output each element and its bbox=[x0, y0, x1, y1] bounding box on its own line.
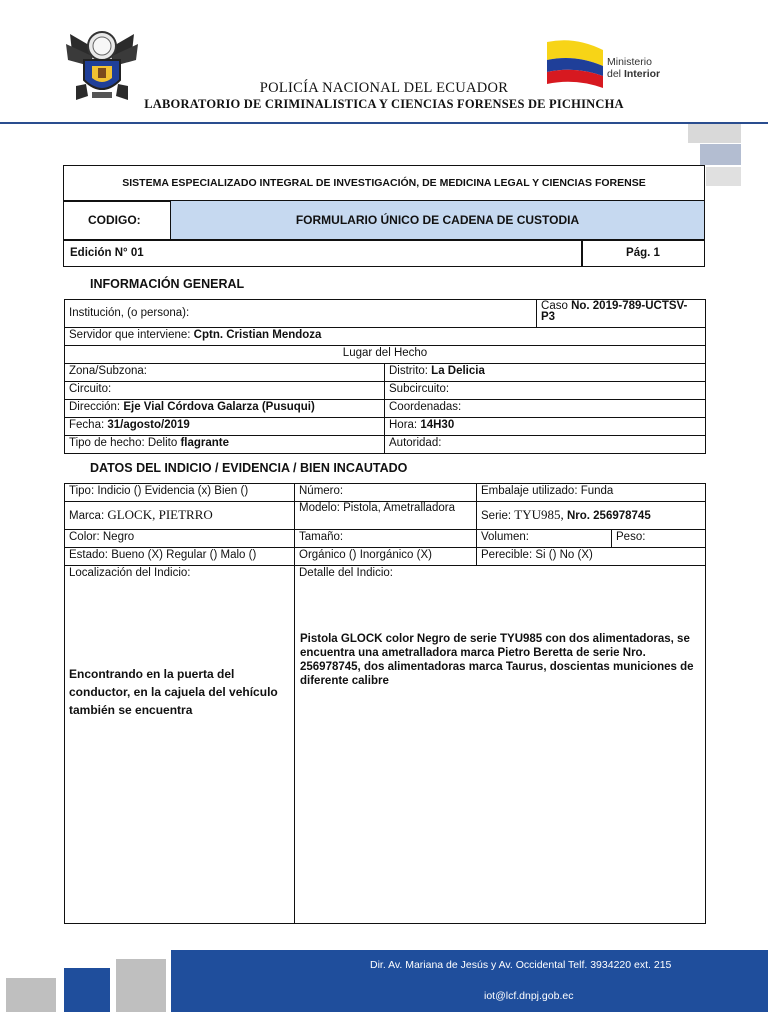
color-label: Color: Negro bbox=[69, 531, 135, 543]
embalaje-cell bbox=[477, 484, 706, 502]
volumen-label: Volumen: bbox=[481, 531, 529, 543]
hora-value: 14H30 bbox=[420, 419, 455, 431]
zona-label: Zona/Subzona: bbox=[69, 365, 148, 377]
coordenadas-label: Coordenadas: bbox=[389, 401, 462, 413]
decor-square bbox=[700, 144, 741, 165]
perecible-label: Perecible: Si () No (X) bbox=[481, 549, 593, 561]
section-title-evidence: DATOS DEL INDICIO / EVIDENCIA / BIEN INCAUTADO bbox=[90, 461, 408, 475]
localizacion-label: Localización del Indicio: bbox=[69, 567, 191, 579]
serie-cell bbox=[477, 502, 706, 530]
estado-cell bbox=[65, 548, 295, 566]
subcircuito-label: Subcircuito: bbox=[389, 383, 450, 395]
footer-email: iot@lcf.dnpj.gob.ec bbox=[484, 990, 574, 1002]
page-title: POLICÍA NACIONAL DEL ECUADOR bbox=[259, 80, 509, 96]
ministry-wordmark bbox=[607, 56, 660, 80]
circuito-cell bbox=[65, 382, 385, 400]
system-title: SISTEMA ESPECIALIZADO INTEGRAL DE INVESTIGACIÓN, DE MEDICINA LEGAL Y CIENCIAS FORENSE bbox=[122, 177, 646, 189]
direccion-cell bbox=[65, 400, 385, 418]
fecha-cell bbox=[65, 418, 385, 436]
section-title-general: INFORMACIÓN GENERAL bbox=[90, 277, 245, 291]
header-divider bbox=[0, 122, 768, 124]
distrito-cell bbox=[385, 364, 706, 382]
subcircuito-cell bbox=[385, 382, 706, 400]
tipo-indicio: Tipo: Indicio () Evidencia (x) Bien () bbox=[69, 485, 249, 497]
perecible-cell bbox=[477, 548, 706, 566]
detalle-cell bbox=[295, 566, 706, 924]
circuito-label: Circuito: bbox=[69, 383, 112, 395]
ministry-line1: Ministerio bbox=[607, 56, 652, 68]
distrito-value: La Delicia bbox=[431, 365, 485, 377]
fecha-label: Fecha: bbox=[69, 419, 108, 431]
marca-cell bbox=[65, 502, 295, 530]
autoridad-label: Autoridad: bbox=[389, 437, 442, 449]
volumen-cell bbox=[477, 530, 612, 548]
caso-cell bbox=[537, 300, 706, 328]
modelo-cell bbox=[295, 502, 477, 530]
lugar-cell bbox=[65, 346, 706, 364]
decor-square bbox=[688, 124, 741, 143]
servidor-cell bbox=[65, 328, 706, 346]
peso-label: Peso: bbox=[616, 531, 646, 543]
organico-label: Orgánico () Inorgánico (X) bbox=[299, 549, 432, 561]
tipo-indicio-cell bbox=[65, 484, 295, 502]
serie-value: TYU985, bbox=[514, 507, 567, 522]
localizacion-text: Encontrando en la puerta del conductor, en la cajuela del vehículo también se encuentra bbox=[69, 667, 278, 717]
organico-cell bbox=[295, 548, 477, 566]
tamano-cell bbox=[295, 530, 477, 548]
estado-label: Estado: Bueno (X) Regular () Malo () bbox=[69, 549, 257, 561]
tamano-label: Tamaño: bbox=[299, 531, 344, 543]
footer-decor-square bbox=[6, 978, 56, 1012]
detalle-text: Pistola GLOCK color Negro de serie TYU985 con dos alimentadoras, se encuentra una ametralladora marca Pietro Beretta de serie Nro. 256978745, dos alimentadoras marca Taurus, doscientas municiones de diferente calibre bbox=[300, 633, 694, 687]
institucion-cell bbox=[65, 300, 537, 328]
decor-square bbox=[706, 167, 741, 186]
color-cell bbox=[65, 530, 295, 548]
fecha-value: 31/agosto/2019 bbox=[107, 419, 190, 431]
hora-label: Hora: bbox=[389, 419, 421, 431]
lugar-label: Lugar del Hecho bbox=[342, 347, 428, 359]
codigo-label: CODIGO: bbox=[88, 213, 141, 227]
embalaje-label: Embalaje utilizado: Funda bbox=[481, 485, 614, 497]
localizacion-cell bbox=[65, 566, 295, 924]
detalle-label: Detalle del Indicio: bbox=[299, 567, 393, 579]
caso-label: Caso bbox=[541, 300, 572, 312]
modelo-label: Modelo: Pistola, Ametralladora bbox=[299, 502, 455, 514]
peso-cell bbox=[612, 530, 706, 548]
marca-label: Marca: bbox=[69, 510, 108, 522]
autoridad-cell bbox=[385, 436, 706, 454]
edicion-label: Edición N° 01 bbox=[70, 247, 144, 259]
serie-label: Serie: bbox=[481, 510, 515, 522]
serie-nro: Nro. 256978745 bbox=[566, 510, 651, 522]
numero-cell bbox=[295, 484, 477, 502]
numero-label: Número: bbox=[299, 485, 344, 497]
ministry-line2 bbox=[607, 68, 660, 80]
footer-decor-square bbox=[116, 959, 166, 1012]
footer-decor-square bbox=[64, 968, 110, 1012]
direccion-label: Dirección: bbox=[69, 401, 124, 413]
servidor-label: Servidor que interviene: bbox=[69, 329, 194, 341]
distrito-label: Distrito: bbox=[389, 365, 432, 377]
ministry-prefix: del bbox=[607, 68, 624, 80]
ministry-strong: Interior bbox=[623, 68, 661, 80]
page-subtitle: LABORATORIO DE CRIMINALISTICA Y CIENCIAS FORENSES DE PICHINCHA bbox=[144, 97, 624, 111]
page-number: Pág. 1 bbox=[626, 247, 660, 259]
tipo-hecho-value: flagrante bbox=[180, 437, 230, 449]
tipo-hecho-label: Tipo de hecho: Delito bbox=[69, 437, 181, 449]
form-title: FORMULARIO ÚNICO DE CADENA DE CUSTODIA bbox=[171, 201, 704, 239]
hora-cell bbox=[385, 418, 706, 436]
tipo-hecho-cell bbox=[65, 436, 385, 454]
general-info-table bbox=[64, 299, 706, 454]
evidence-table bbox=[64, 483, 706, 924]
servidor-value: Cptn. Cristian Mendoza bbox=[193, 329, 322, 341]
coordenadas-cell bbox=[385, 400, 706, 418]
institucion-label: Institución, (o persona): bbox=[69, 307, 190, 319]
marca-value: GLOCK, PIETRRO bbox=[107, 507, 213, 522]
zona-cell bbox=[65, 364, 385, 382]
direccion-value: Eje Vial Córdova Galarza (Pusuqui) bbox=[123, 401, 315, 413]
footer-address: Dir. Av. Mariana de Jesús y Av. Occidental Telf. 3934220 ext. 215 bbox=[370, 959, 672, 971]
caso-value: No. 2019-789-UCTSV-P3 bbox=[541, 300, 688, 323]
